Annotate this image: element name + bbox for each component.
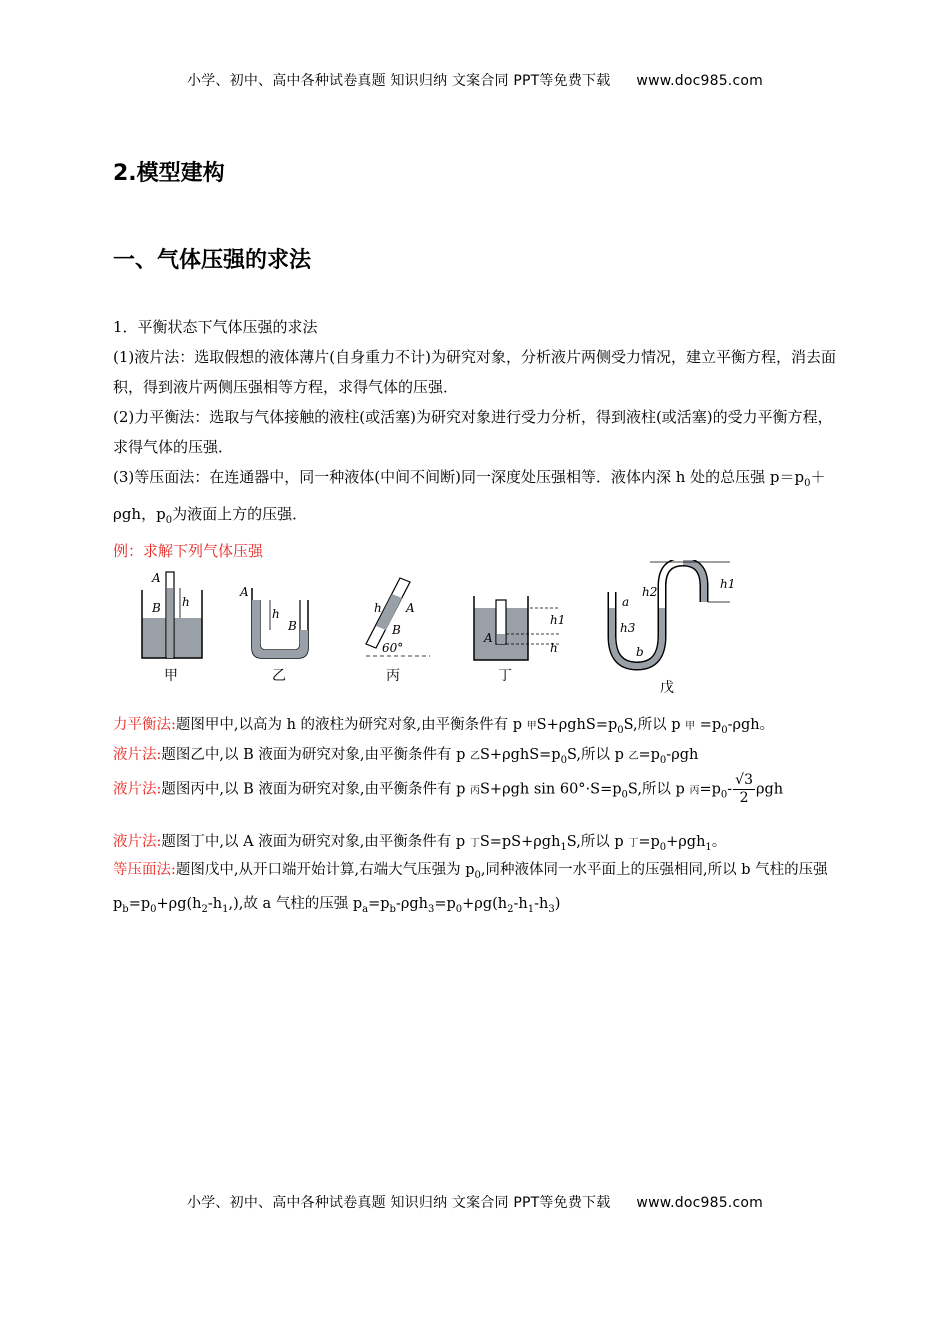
wu-label-a: a xyxy=(622,595,630,609)
para-3-d: 为液面上方的压强． xyxy=(172,505,308,523)
sub-0: 0 xyxy=(804,478,811,489)
frac-numerator: √3 xyxy=(735,772,753,788)
s3-sub4: 0 xyxy=(720,789,728,801)
caption-wu: 戊 xyxy=(660,680,674,696)
s5-t13: ) xyxy=(554,895,561,912)
s4-sub1: 丁 xyxy=(469,838,480,849)
s1-t5: -ρgh。 xyxy=(727,717,775,733)
para-2: (2)力平衡法：选取与气体接触的液柱(或活塞)为研究对象进行受力分析，得到液柱(或活塞)的受力平衡方程，求得气体的压强． xyxy=(113,408,833,456)
s1-t2: S+ρghS=p xyxy=(536,717,618,733)
s3-t4: =p xyxy=(699,781,721,798)
content-body xyxy=(113,312,843,566)
figure-wu xyxy=(612,562,735,696)
s1-sub3: 甲 xyxy=(685,721,696,732)
bing-label-b: B xyxy=(392,623,401,637)
solution-1 xyxy=(113,713,848,736)
s2-t3: S,所以 p xyxy=(566,747,629,763)
s1-t1: 题图甲中,以高为 h 的液柱为研究对象,由平衡条件有 p xyxy=(175,717,527,733)
s5-t12: -h xyxy=(534,895,549,912)
footer-text: 小学、初中、高中各种试卷真题 知识归纳 文案合同 PPT等免费下载 xyxy=(187,1195,611,1211)
solution-4-method: 液片法: xyxy=(113,834,162,850)
bing-label-a: A xyxy=(406,601,415,615)
s2-sub2: 0 xyxy=(560,754,567,766)
figure-yi xyxy=(239,585,308,684)
s5-t6: ,),故 a 气柱的压强 p xyxy=(228,895,363,912)
s3-t6: ρgh xyxy=(755,781,784,798)
solution-4 xyxy=(113,830,848,853)
solution-2-method: 液片法: xyxy=(113,747,162,763)
ding-label-a: A xyxy=(484,631,493,645)
s5-t2: ,同种液体同一水平面上的压强相同,所以 b 气柱的压强 p xyxy=(113,862,828,912)
s2-t5: -ρgh xyxy=(666,747,699,763)
yi-label-h: h xyxy=(272,607,280,621)
s5-t7: =p xyxy=(368,895,390,912)
s2-sub1: 乙 xyxy=(469,751,480,762)
fraction-sqrt3-over-2 xyxy=(733,772,755,807)
item-1: 1．平衡状态下气体压强的求法 xyxy=(113,318,318,336)
s5-sub7: b xyxy=(389,903,396,915)
s5-sub5: 1 xyxy=(222,903,229,915)
caption-yi: 乙 xyxy=(272,668,286,684)
wu-label-h2: h2 xyxy=(642,585,658,599)
s5-t5: -h xyxy=(207,895,223,912)
figure-jia xyxy=(142,571,202,684)
s5-t9: =p xyxy=(434,895,456,912)
s4-sub5: 1 xyxy=(705,841,712,853)
caption-bing: 丙 xyxy=(386,668,400,684)
para-3 xyxy=(113,462,843,536)
para-3-b: p＝p xyxy=(769,468,805,486)
s5-t1: 题图戊中,从开口端开始计算,右端大气压强为 p xyxy=(175,862,475,878)
s4-t3: S,所以 p xyxy=(566,834,629,850)
s4-sub2: 1 xyxy=(560,841,567,853)
caption-jia: 甲 xyxy=(164,668,178,684)
s4-t5: +ρgh xyxy=(666,834,706,850)
s2-sub3: 乙 xyxy=(628,751,639,762)
wu-label-h1: h1 xyxy=(720,577,736,591)
para-3-a: (3)等压面法：在连通器中，同一种液体(中间不间断)同一深度处压强相等．液体内深 h 处的总压强 xyxy=(113,468,770,486)
header-text: 小学、初中、高中各种试卷真题 知识归纳 文案合同 PPT等免费下载 xyxy=(187,73,611,89)
bing-label-angle: 60° xyxy=(382,641,404,655)
solution-5 xyxy=(113,856,848,924)
s3-t5: - xyxy=(727,781,733,798)
s2-sub4: 0 xyxy=(659,754,667,766)
s5-sub1: 0 xyxy=(474,869,481,881)
s5-t4: +ρg(h xyxy=(156,895,202,912)
caption-ding: 丁 xyxy=(498,668,512,684)
s5-t3: =p xyxy=(128,895,151,912)
s5-sub8: 3 xyxy=(427,903,435,915)
jia-label-a: A xyxy=(152,571,161,585)
s5-sub4: 2 xyxy=(201,903,208,915)
jia-tube-liquid xyxy=(167,588,173,658)
footer-site: www.doc985.com xyxy=(636,1195,763,1211)
para-1: (1)液片法：选取假想的液体薄片(自身重力不计)为研究对象，分析液片两侧受力情况，建立平衡方程，消去面积，得到液片两侧压强相等方程，求得气体的压强． xyxy=(113,348,836,396)
yi-label-b: B xyxy=(288,619,297,633)
solution-1-method: 力平衡法: xyxy=(113,717,176,733)
sub-0b: 0 xyxy=(165,515,173,526)
s4-sub4: 0 xyxy=(659,841,667,853)
figure-ding xyxy=(474,596,565,684)
ding-tube-liquid xyxy=(497,634,505,644)
s5-sub3: 0 xyxy=(150,903,157,915)
solution-3-method: 液片法: xyxy=(113,781,162,798)
ding-label-h: h xyxy=(550,641,558,655)
subsection-title: 一、气体压强的求法 xyxy=(113,248,312,273)
s4-t1: 题图丁中,以 A 液面为研究对象,由平衡条件有 p xyxy=(161,834,470,850)
bing-label-h: h xyxy=(374,601,382,615)
s4-t6: 。 xyxy=(711,834,727,850)
s3-t3: S,所以 p xyxy=(627,781,690,798)
s1-sub4: 0 xyxy=(721,724,728,736)
s5-sub12: 3 xyxy=(548,903,555,915)
s2-t2: S+ρghS=p xyxy=(479,747,561,763)
s3-sub2: 0 xyxy=(621,789,628,801)
s4-sub3: 丁 xyxy=(628,838,639,849)
solution-3 xyxy=(113,772,848,807)
s1-t4: =p xyxy=(695,717,722,733)
figures-diagram xyxy=(130,560,770,700)
s3-t2: S+ρgh sin 60°·S=p xyxy=(479,781,622,798)
solution-2 xyxy=(113,743,848,766)
s4-t4: =p xyxy=(638,834,660,850)
s3-sub1: 丙 xyxy=(469,785,480,797)
yi-label-a: A xyxy=(240,585,249,599)
s3-sub3: 丙 xyxy=(689,785,700,797)
s5-t8: -ρgh xyxy=(395,895,428,912)
figure-bing xyxy=(366,578,430,684)
s5-sub11: 1 xyxy=(527,903,535,915)
s5-t10: +ρg(h xyxy=(462,895,508,912)
jia-label-b: B xyxy=(152,601,161,615)
s5-sub9: 0 xyxy=(455,903,463,915)
jia-label-h: h xyxy=(182,595,190,609)
s5-sub10: 2 xyxy=(507,903,514,915)
s2-t1: 题图乙中,以 B 液面为研究对象,由平衡条件有 p xyxy=(161,747,470,763)
section-title: 2.模型建构 xyxy=(113,161,225,186)
frac-denominator: 2 xyxy=(739,790,749,806)
s2-t4: =p xyxy=(638,747,660,763)
wu-label-b: b xyxy=(636,645,644,659)
s1-t3: S,所以 p xyxy=(623,717,686,733)
solution-5-method: 等压面法: xyxy=(113,862,176,878)
para-3-c: ＋ρgh，p xyxy=(113,468,826,523)
page-footer xyxy=(0,1192,950,1212)
header-site: www.doc985.com xyxy=(636,73,763,89)
s1-sub1: 甲 xyxy=(526,721,537,732)
s1-sub2: 0 xyxy=(617,724,624,736)
ding-label-h1: h1 xyxy=(550,613,566,627)
s5-sub6: a xyxy=(362,903,369,915)
page-header xyxy=(0,70,950,90)
s5-t11: -h xyxy=(513,895,528,912)
example-label: 例：求解下列气体压强 xyxy=(113,542,264,560)
s4-t2: S=pS+ρgh xyxy=(479,834,561,850)
s5-sub2: b xyxy=(122,903,129,915)
s3-t1: 题图丙中,以 B 液面为研究对象,由平衡条件有 p xyxy=(161,781,470,798)
wu-label-h3: h3 xyxy=(620,621,636,635)
